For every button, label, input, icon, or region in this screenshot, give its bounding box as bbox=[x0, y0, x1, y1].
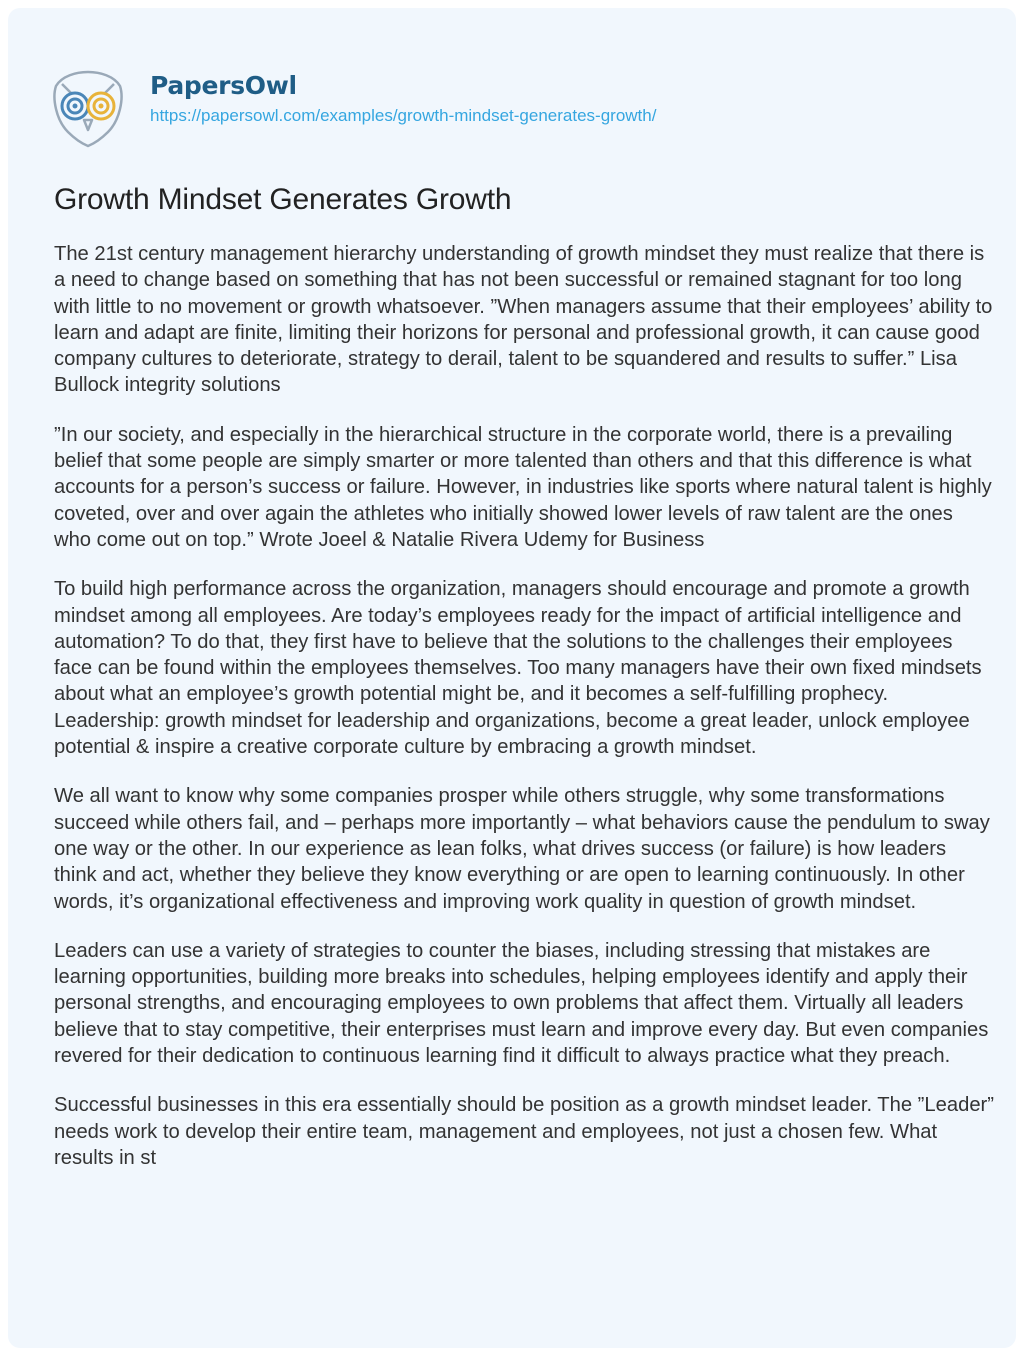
article-body bbox=[54, 241, 994, 1194]
paragraph: ”In our society, and especially in the hierarchical structure in the corporate world, there is a prevailing belief that some people are simply smarter or more talented than others and that this difference is what accounts for a person’s success or failure. However, in industries like sports where natural talent is highly coveted, over and over again the athletes who initially showed lower levels of raw talent are the ones who come out on top.” Wrote Joeel & Natalie Rivera Udemy for Business bbox=[54, 423, 992, 551]
brand-name[interactable]: PapersOwl bbox=[150, 71, 297, 100]
owl-logo-icon[interactable] bbox=[48, 68, 128, 148]
paragraph: Leaders can use a variety of strategies to counter the biases, including stressing that mistakes are learning opportunities, building more breaks into schedules, helping employees identify and apply their personal strengths, and encouraging employees to own problems that affect them. Virtually all leaders believe that to stay competitive, their enterprises must learn and improve every day. But even companies revered for their dedication to continuous learning find it difficult to always practice what they preach. bbox=[54, 939, 989, 1068]
source-url-link[interactable]: https://papersowl.com/examples/growth-mindset-generates-growth/ bbox=[150, 106, 657, 125]
article-title: Growth Mindset Generates Growth bbox=[54, 183, 512, 216]
paragraph: The 21st century management hierarchy understanding of growth mindset they must realize that there is a need to change based on something that has not been successful or remained stagnant for too long with little to no movement or growth whatsoever. ”When managers assume that their employees’ ability to learn and adapt are finite, limiting their horizons for personal and professional growth, it can cause good company cultures to deteriorate, strategy to derail, talent to be squandered and results to suffer.” Lisa Bullock integrity solutions bbox=[54, 243, 993, 397]
paragraph: To build high performance across the organization, managers should encourage and promote a growth mindset among all employees. Are today’s employees ready for the impact of artificial intelligence and automation? To do that, they first have to believe that the solutions to the challenges their employees face can be found within the employees themselves. Too many managers have their own fixed mindsets about what an employee’s growth potential might be, and it becomes a self-fulfilling prophecy. Leadership: growth mindset for leadership and organizations, become a great leader, unlock employee potential & inspire a creative corporate culture by embracing a growth mindset. bbox=[54, 578, 982, 759]
paragraph: We all want to know why some companies prosper while others struggle, why some transformations succeed while others fail, and – perhaps more importantly – what behaviors cause the pendulum to sway one way or the other. In our experience as lean folks, what drives success (or failure) is how leaders think and act, whether they believe they know everything or are open to learning continuously. In other words, it’s organizational effectiveness and improving work quality in question of growth mindset. bbox=[54, 785, 990, 913]
paragraph: Successful businesses in this era essentially should be position as a growth mindset leader. The ”Leader” needs work to develop their entire team, management and employees, not just a chosen few. What results in st bbox=[54, 1094, 994, 1169]
brand-block bbox=[150, 70, 656, 128]
page-card bbox=[8, 8, 1016, 1348]
site-header bbox=[48, 68, 656, 148]
